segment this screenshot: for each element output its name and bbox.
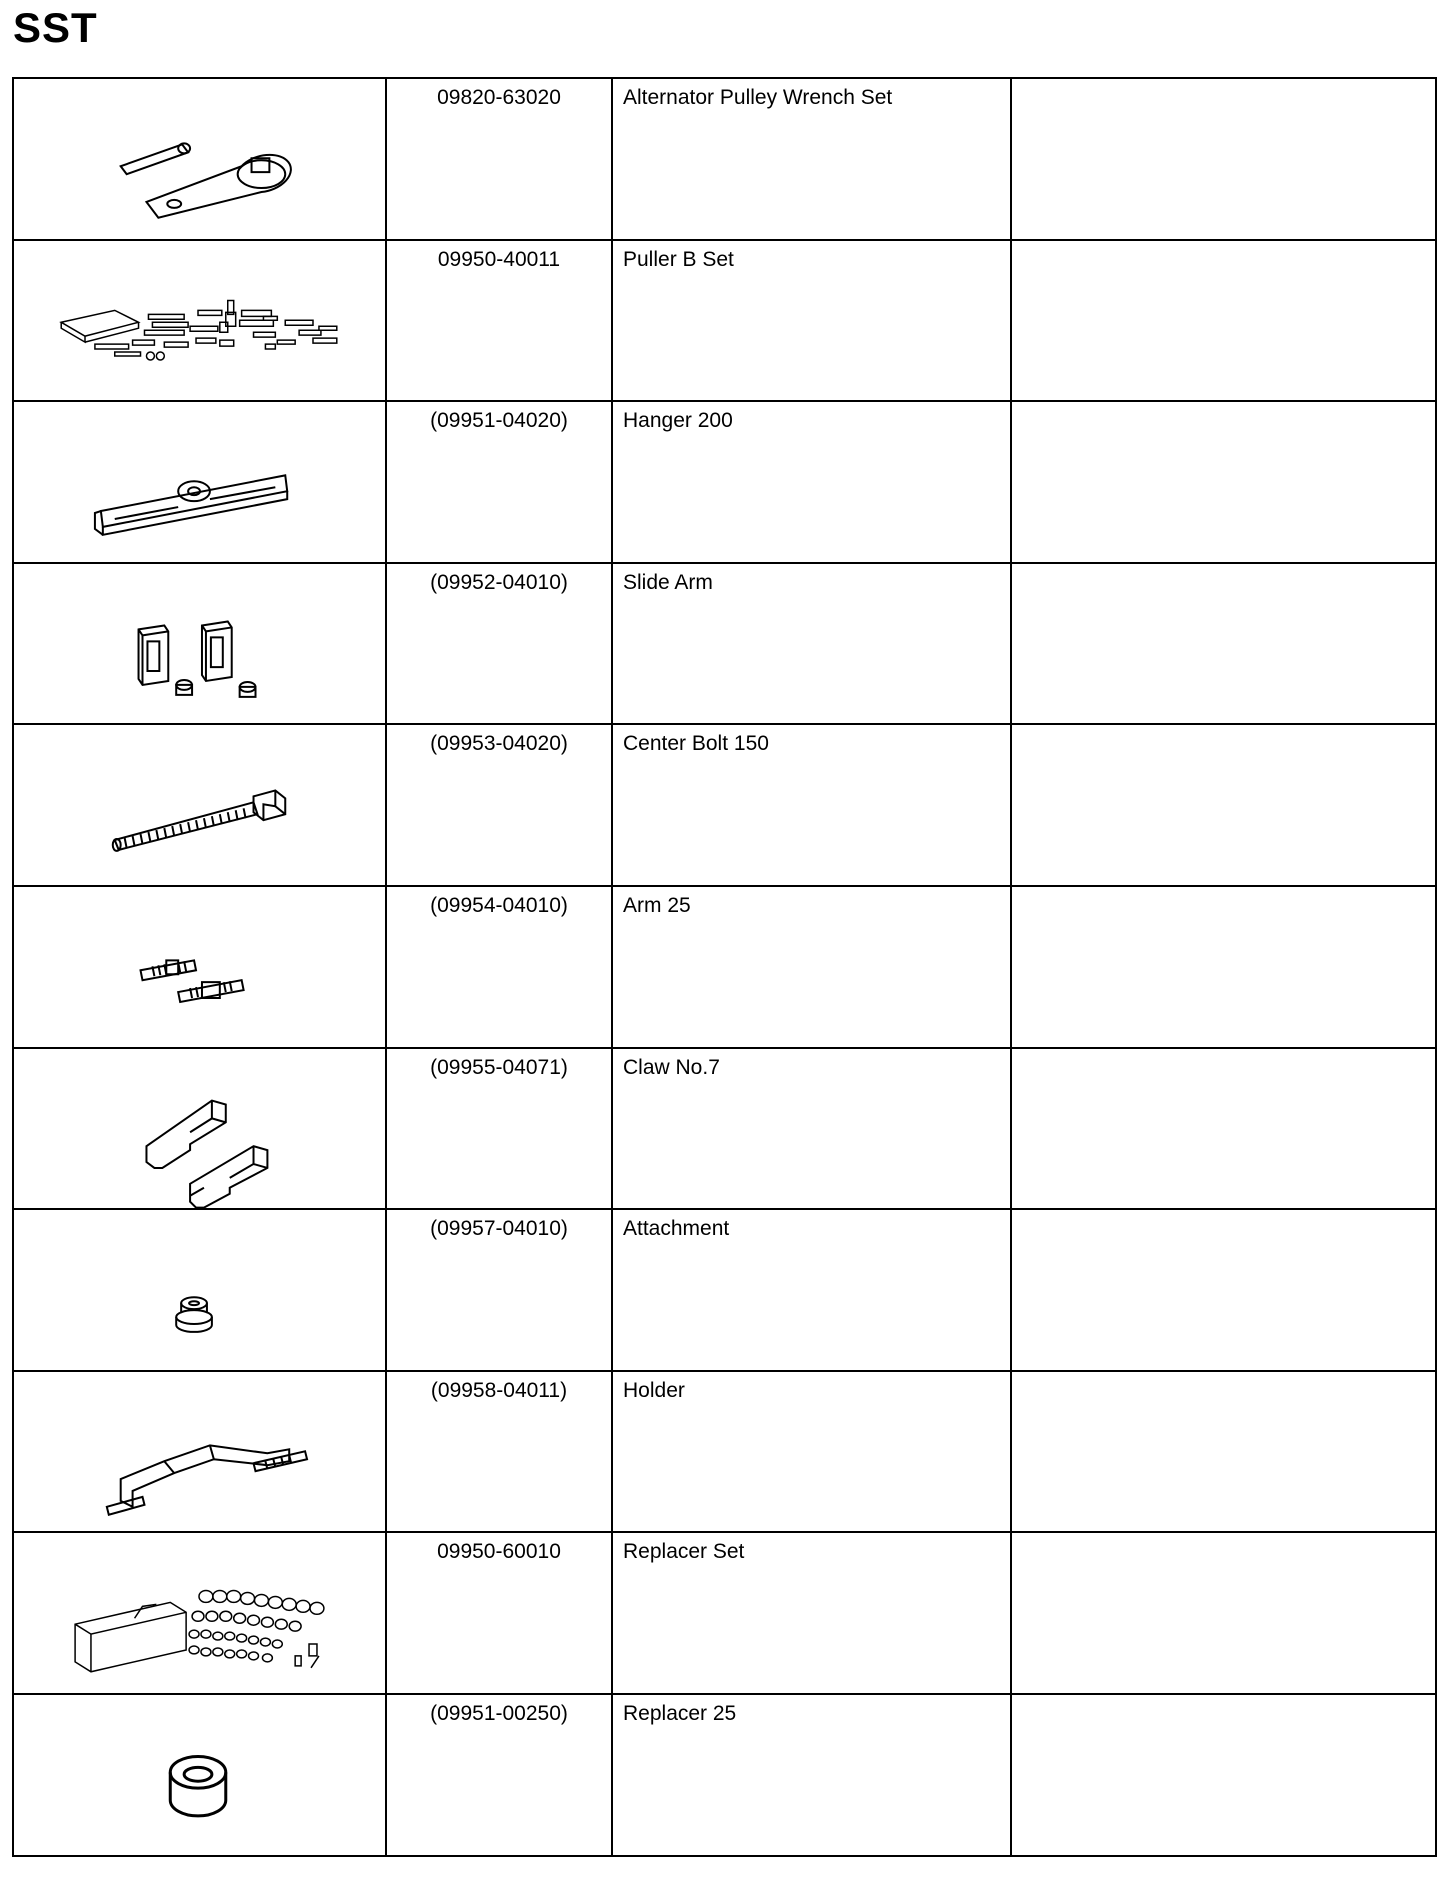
notes-cell	[1011, 886, 1436, 1048]
notes-cell	[1011, 78, 1436, 240]
illustration-cell	[13, 1694, 386, 1856]
illustration-cell	[13, 78, 386, 240]
tool-name: Replacer 25	[612, 1694, 1011, 1856]
table-row	[13, 1694, 1436, 1856]
illustration-cell	[13, 1048, 386, 1210]
tool-name: Center Bolt 150	[612, 724, 1011, 886]
table-row	[13, 886, 1436, 1048]
tool-name: Hanger 200	[612, 401, 1011, 563]
part-number: 09950-40011	[386, 240, 612, 402]
replacer-set-icon	[14, 1533, 385, 1693]
part-number: (09958-04011)	[386, 1371, 612, 1533]
tool-name: Slide Arm	[612, 563, 1011, 725]
part-number: (09957-04010)	[386, 1209, 612, 1371]
part-number: (09954-04010)	[386, 886, 612, 1048]
holder-icon	[14, 1372, 385, 1532]
arm-icon	[14, 887, 385, 1047]
slide-arm-icon	[14, 564, 385, 724]
page-title: SST	[13, 4, 98, 51]
sst-table	[12, 77, 1437, 1857]
illustration-cell	[13, 886, 386, 1048]
tool-name: Holder	[612, 1371, 1011, 1533]
part-number: 09950-60010	[386, 1532, 612, 1694]
center-bolt-icon	[14, 725, 385, 885]
part-number: (09951-00250)	[386, 1694, 612, 1856]
part-number: (09955-04071)	[386, 1048, 612, 1210]
tool-name: Attachment	[612, 1209, 1011, 1371]
table-row	[13, 401, 1436, 563]
claw-icon	[14, 1049, 385, 1209]
notes-cell	[1011, 240, 1436, 402]
pulley-wrench-icon	[14, 79, 385, 239]
illustration-cell	[13, 563, 386, 725]
table-row	[13, 1048, 1436, 1210]
illustration-cell	[13, 1209, 386, 1371]
notes-cell	[1011, 1694, 1436, 1856]
part-number: 09820-63020	[386, 78, 612, 240]
table-row	[13, 563, 1436, 725]
notes-cell	[1011, 563, 1436, 725]
illustration-cell	[13, 401, 386, 563]
notes-cell	[1011, 724, 1436, 886]
tool-name: Alternator Pulley Wrench Set	[612, 78, 1011, 240]
illustration-cell	[13, 724, 386, 886]
table-row	[13, 1532, 1436, 1694]
illustration-cell	[13, 240, 386, 402]
part-number: (09953-04020)	[386, 724, 612, 886]
puller-set-icon	[14, 241, 385, 401]
notes-cell	[1011, 1532, 1436, 1694]
table-row	[13, 78, 1436, 240]
part-number: (09951-04020)	[386, 401, 612, 563]
tool-name: Arm 25	[612, 886, 1011, 1048]
tool-name: Claw No.7	[612, 1048, 1011, 1210]
illustration-cell	[13, 1532, 386, 1694]
table-row	[13, 1371, 1436, 1533]
notes-cell	[1011, 1371, 1436, 1533]
notes-cell	[1011, 401, 1436, 563]
table-row	[13, 1209, 1436, 1371]
notes-cell	[1011, 1048, 1436, 1210]
part-number: (09952-04010)	[386, 563, 612, 725]
notes-cell	[1011, 1209, 1436, 1371]
tool-name: Replacer Set	[612, 1532, 1011, 1694]
table-row	[13, 724, 1436, 886]
attachment-icon	[14, 1210, 385, 1370]
table-row	[13, 240, 1436, 402]
hanger-icon	[14, 402, 385, 562]
replacer-icon	[14, 1695, 385, 1855]
tool-name: Puller B Set	[612, 240, 1011, 402]
illustration-cell	[13, 1371, 386, 1533]
